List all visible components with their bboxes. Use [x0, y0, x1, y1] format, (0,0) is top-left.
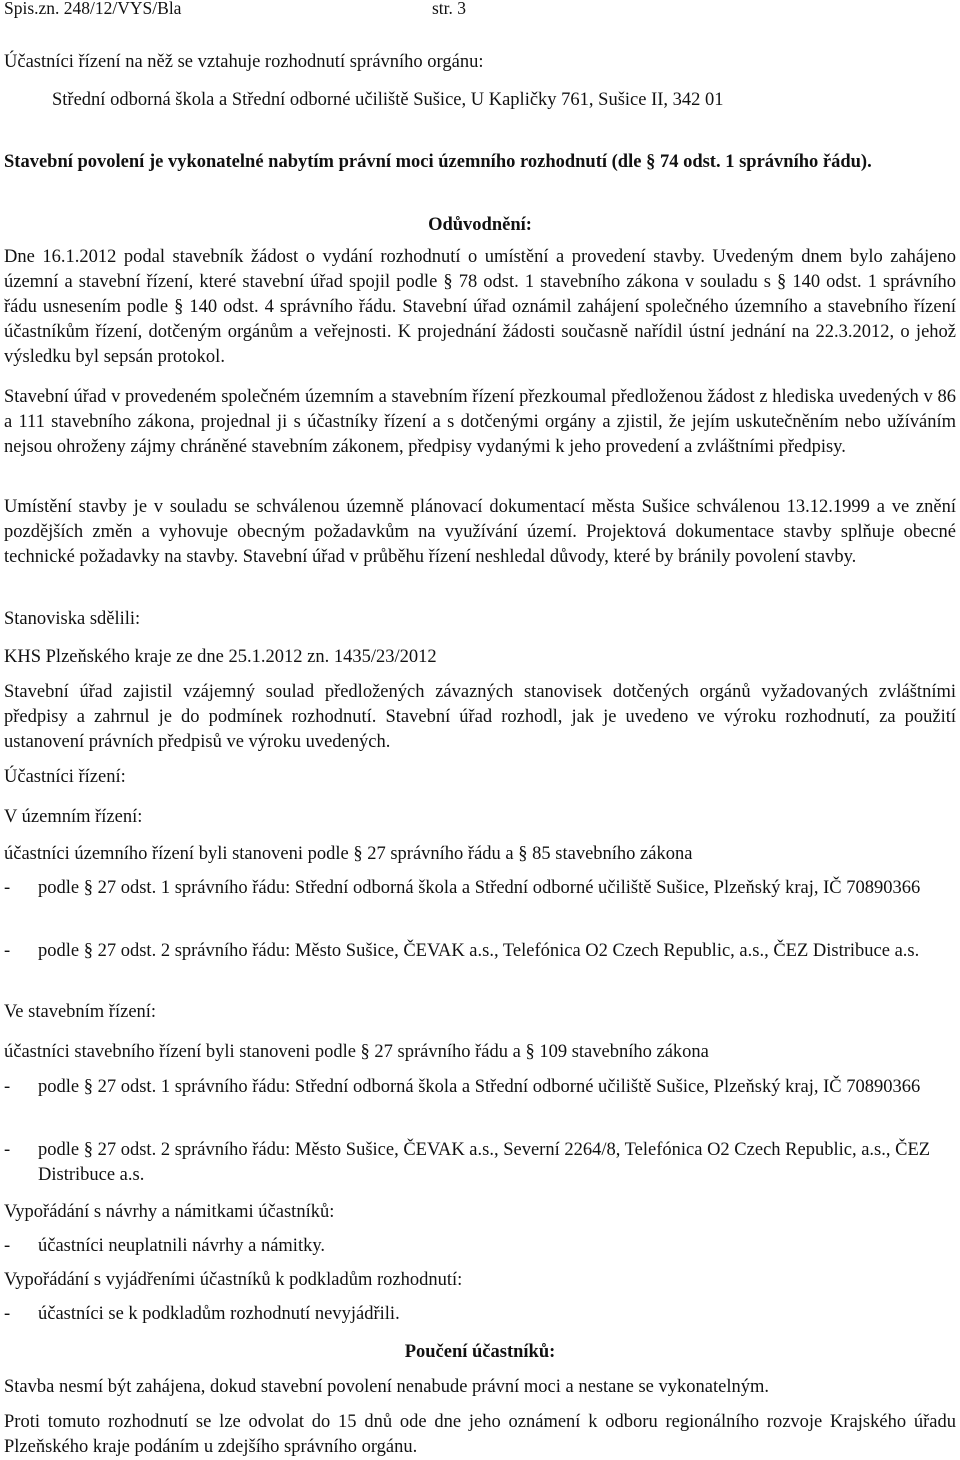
list-dash: - — [4, 1304, 11, 1324]
zoning-procedure-heading: V územním řízení: — [4, 807, 143, 827]
building-procedure-heading: Ve stavebním řízení: — [4, 1002, 157, 1022]
justification-paragraph-2: Stavební úřad v provedeném společném územním a stavebním řízení přezkoumal předloženou žádost z hlediska uvedených v 86 a 111 stavebního zákona, projednal ji s účastníky řízení a s dotčenými orgány a zjistil, že jejím uskutečněním nebo užíváním nejsou ohroženy zájmy chráněné stavebním zákonem, předpisy vydanými k jeho provedení a zvláštními předpisy. — [4, 387, 956, 457]
enforceability-statement: Stavební povolení je vykonatelné nabytím právní moci územního rozhodnutí (dle § 74 odst. 1 správního řádu). — [4, 152, 872, 172]
list-item — [4, 1138, 956, 1188]
participants-heading: Účastníci řízení: — [4, 767, 126, 787]
zoning-procedure-intro: účastníci územního řízení byli stanoveni podle § 27 správního řádu a § 85 stavebního zákona — [4, 844, 693, 864]
justification-paragraph-1: Dne 16.1.2012 podal stavebník žádost o vydání rozhodnutí o umístění a provedení stavby. Uvedeným dnem bylo zahájeno územní a stavební řízení, které stavební úřad spojil podle § 78 odst. 1 stavebního zákona v souladu s § 140 odst. 1 správního řádu usnesením podle § 140 odst. 4 správního řádu. Stavební úřad oznámil zahájení společného územního a stavebního řízení účastníkům řízení, dotčeným orgánům a veřejnosti. K projednání žádosti současně nařídil ústní jednání na 22.3.2012, o jehož výsledku byl sepsán protokol. — [4, 247, 956, 367]
list-item — [4, 1075, 956, 1100]
instructions-paragraph-2: Proti tomuto rozhodnutí se lze odvolat do 15 dnů ode dne jeho oznámení k odboru regionálního rozvoje Krajského úřadu Plzeňského kraje podáním u zdejšího správního orgánu. — [4, 1412, 956, 1457]
instructions-paragraph-1: Stavba nesmí být zahájena, dokud stavební povolení nenabude právní moci a nestane se vykonatelným. — [4, 1377, 769, 1397]
proposals-settlement-heading: Vypořádání s návrhy a námitkami účastníků: — [4, 1202, 335, 1222]
instructions-heading: Poučení účastníků: — [404, 1342, 556, 1362]
building-procedure-intro: účastníci stavebního řízení byli stanoveni podle § 27 správního řádu a § 109 stavebního zákona — [4, 1042, 709, 1062]
list-item — [4, 939, 956, 964]
list-dash: - — [4, 878, 11, 898]
justification-paragraph-4: Stavební úřad zajistil vzájemný soulad předložených závazných stanovisek dotčených orgánů vyžadovaných zvláštními předpisy a zahrnul je do podmínek rozhodnutí. Stavební úřad rozhodl, jak je uvedeno ve výroku rozhodnutí, za použití ustanovení právních předpisů ve výroku uvedených. — [4, 682, 956, 752]
list-item-text: podle § 27 odst. 1 správního řádu: Střední odborná škola a Střední odborné učiliště Sušice, Plzeňský kraj, IČ 70890366 — [38, 1077, 921, 1097]
statements-settlement-heading: Vypořádání s vyjádřeními účastníků k podkladům rozhodnutí: — [4, 1270, 463, 1290]
list-item — [4, 1302, 956, 1327]
list-dash: - — [4, 1077, 11, 1097]
opinion-khs: KHS Plzeňského kraje ze dne 25.1.2012 zn. 1435/23/2012 — [4, 647, 437, 667]
list-item-text: účastníci se k podkladům rozhodnutí nevyjádřili. — [38, 1304, 400, 1324]
participants-decision-party: Střední odborná škola a Střední odborné učiliště Sušice, U Kapličky 761, Sušice II, 342 01 — [52, 90, 724, 110]
justification-paragraph-3: Umístění stavby je v souladu se schválenou územně plánovací dokumentací města Sušice schválenou 13.12.1999 a ve znění pozdějších změn a vyhovuje obecným požadavkům na využívání území. Projektová dokumentace stavby splňuje obecné technické požadavky na stavby. Stavební úřad v průběhu řízení neshledal důvody, které by bránily povolení stavby. — [4, 497, 956, 567]
list-dash: - — [4, 941, 11, 961]
list-item-text: podle § 27 odst. 2 správního řádu: Město Sušice, ČEVAK a.s., Telefónica O2 Czech Republic, a.s., ČEZ Distribuce a.s. — [38, 941, 920, 961]
list-item-text: podle § 27 odst. 2 správního řádu: Město Sušice, ČEVAK a.s., Severní 2264/8, Telefónica O2 Czech Republic, a.s., ČEZ Distribuce a.s. — [38, 1140, 931, 1185]
file-reference: Spis.zn. 248/12/VYS/Bla — [4, 0, 182, 18]
list-dash: - — [4, 1140, 11, 1160]
list-item — [4, 876, 956, 901]
list-item — [4, 1234, 956, 1259]
list-item-text: podle § 27 odst. 1 správního řádu: Střední odborná škola a Střední odborné učiliště Sušice, Plzeňský kraj, IČ 70890366 — [38, 878, 921, 898]
page-number: str. 3 — [432, 0, 467, 18]
participants-decision-title: Účastníci řízení na něž se vztahuje rozhodnutí správního orgánu: — [4, 52, 484, 72]
opinions-heading: Stanoviska sdělili: — [4, 609, 141, 629]
list-item-text: účastníci neuplatnili návrhy a námitky. — [38, 1236, 326, 1256]
list-dash: - — [4, 1236, 11, 1256]
justification-heading: Odůvodnění: — [428, 215, 532, 235]
